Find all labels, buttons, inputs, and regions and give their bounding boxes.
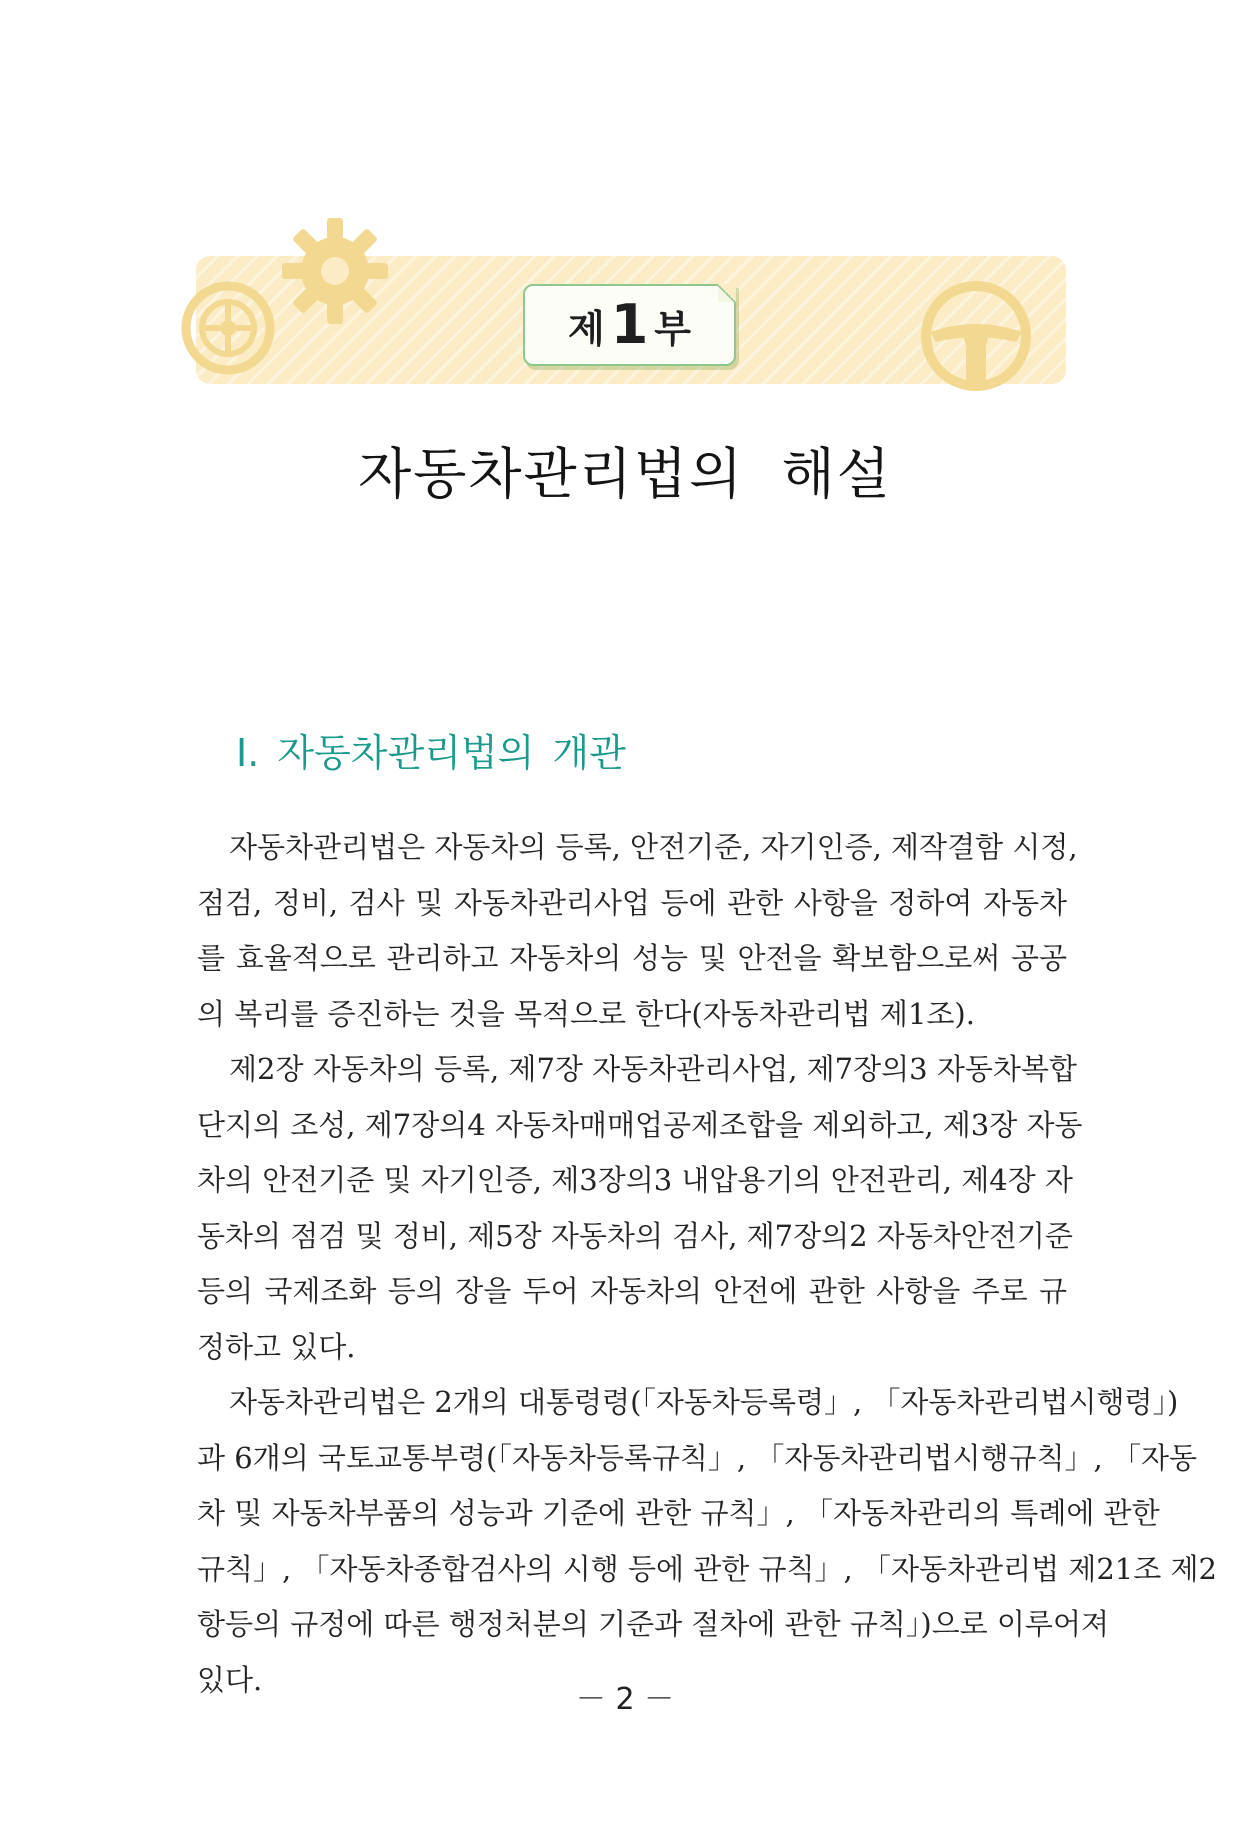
wheel-icon [188,278,280,378]
body-line: 정하고 있다. [197,1329,356,1364]
body-line: 차 및 자동차부품의 성능과 기준에 관한 규칙」, 「자동차관리의 특례에 관한 [197,1496,1160,1530]
body-text [197,820,1217,1708]
gear-icon [280,216,390,326]
page-number: － 2 － [575,1682,675,1717]
body-line: 있다. [197,1662,263,1697]
body-line: 를 효율적으로 관리하고 자동차의 성능 및 안전을 확보함으로써 공공 [197,941,1067,975]
body-line: 차의 안전기준 및 자기인증, 제3장의3 내압용기의 안전관리, 제4장 자 [197,1163,1073,1197]
body-line: 규칙」, 「자동차종합검사의 시행 등에 관한 규칙」, 「자동차관리법 제21조 제2 [197,1551,1217,1586]
body-line: 자동차관리법은 2개의 대통령령(「자동차등록령」, 「자동차관리법시행령」) [229,1385,1179,1419]
page-title: 자동차관리법의 해설 [358,442,892,506]
body-line: 과 6개의 국토교통부령(「자동차등록규칙」, 「자동차관리법시행규칙」, 「자동 [197,1440,1197,1475]
part-label-prefix: 제 [567,306,605,351]
body-line: 단지의 조성, 제7장의4 자동차매매업공제조합을 제외하고, 제3장 자동 [197,1107,1083,1142]
part-label [523,284,736,366]
part-label-suffix: 부 [654,306,691,351]
body-line: 점검, 정비, 검사 및 자동차관리사업 등에 관한 사항을 정하여 자동차 [197,885,1067,920]
part-number: 1 [610,293,649,356]
body-line: 등의 국제조화 등의 장을 두어 자동차의 안전에 관한 사항을 주로 규 [197,1274,1067,1308]
part-banner [196,256,1066,384]
body-line: 의 복리를 증진하는 것을 목적으로 한다(자동차관리법 제1조). [197,996,975,1031]
body-line: 동차의 점검 및 정비, 제5장 자동차의 검사, 제7장의2 자동차안전기준 [197,1218,1073,1253]
body-line: 항등의 규정에 따른 행정처분의 기준과 절차에 관한 규칙」)으로 이루어져 [197,1607,1109,1641]
section-heading: Ⅰ. 자동차관리법의 개관 [236,731,626,775]
body-line: 제2장 자동차의 등록, 제7장 자동차관리사업, 제7장의3 자동차복합 [229,1052,1077,1086]
steering-wheel-icon [916,276,1036,396]
body-line: 자동차관리법은 자동차의 등록, 안전기준, 자기인증, 제작결함 시정, [229,830,1078,864]
